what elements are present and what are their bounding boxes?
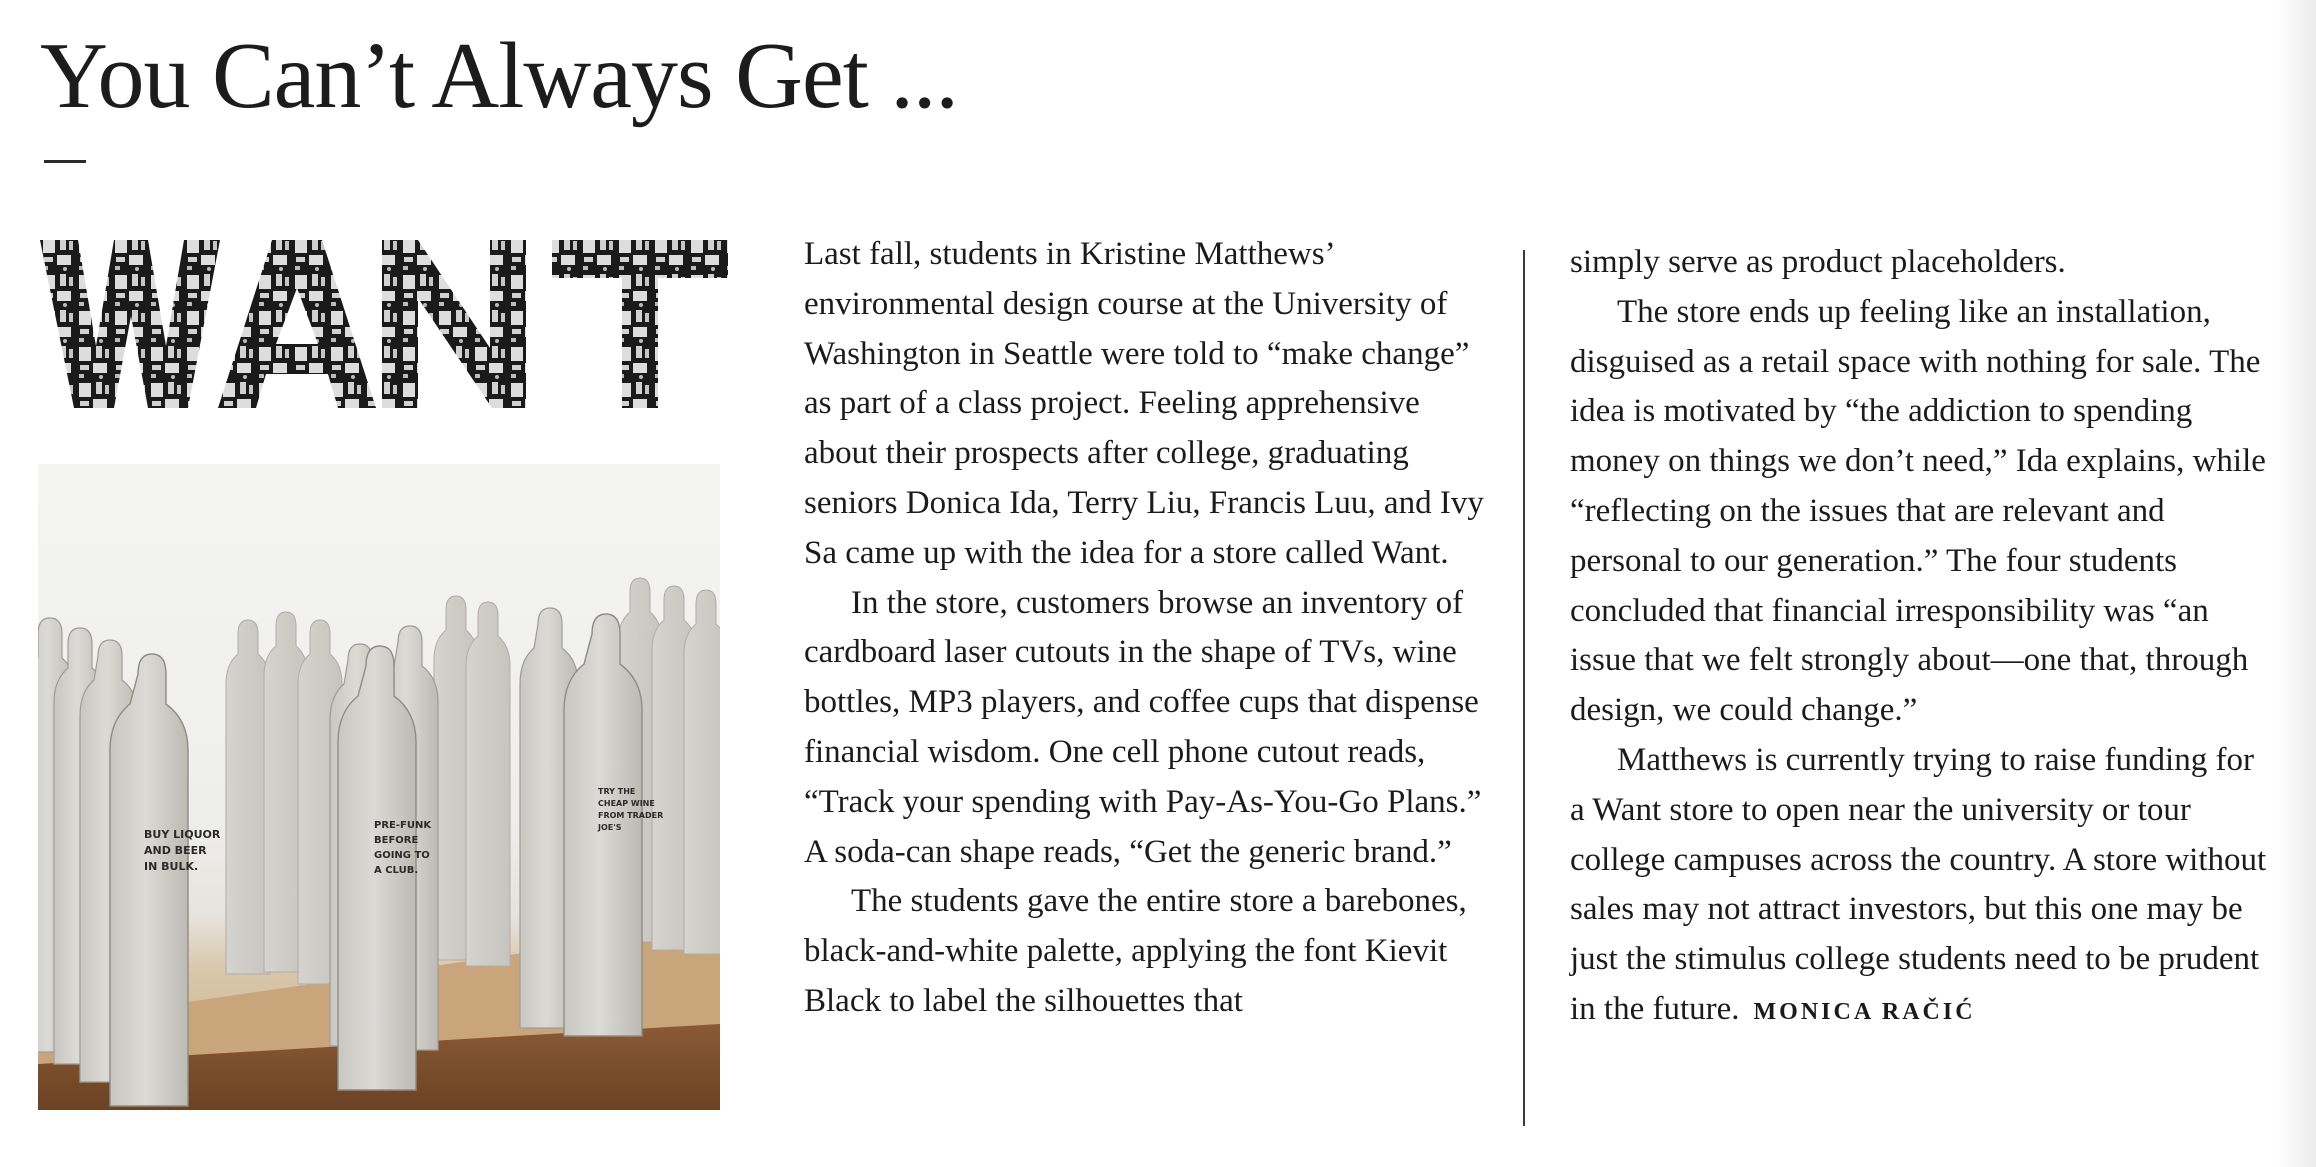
bottle-label-1: BUY LIQUOR AND BEER IN BULK.: [144, 828, 221, 873]
paragraph: In the store, customers browse an inventory of cardboard laser cutouts in the shape of TVs, wine bottles, MP3 players, and coffee cups that dispense financial wisdom. One cell phone cutout reads, “Track your spending with Pay-As-You-Go Plans.” A soda-can shape reads, “Get the generic brand.”: [804, 584, 1482, 870]
paragraph: The students gave the entire store a barebones, black-and-white palette, applying the font Kievit Black to label the silhouettes that: [804, 883, 1467, 1019]
paragraph: simply serve as product placeholders.: [1570, 244, 2066, 280]
page-edge-shadow: [2276, 0, 2316, 1167]
want-graphic: [40, 236, 728, 412]
want-letters: [40, 240, 728, 408]
article-column-1: [804, 230, 1484, 1027]
headline-rule: [44, 160, 86, 163]
paragraph: [1570, 736, 2270, 1038]
bottle-label-2: PRE-FUNK BEFORE GOING TO A CLUB.: [374, 820, 432, 876]
column-divider: [1523, 250, 1525, 1126]
paragraph: Last fall, students in Kristine Matthews’ environmental design course at the University of Washington in Seattle were told to “make change” as part of a class project. Feeling apprehensive about their prospects after college, graduating seniors Donica Ida, Terry Liu, Francis Luu, and Ivy Sa came up with the idea for a store called Want.: [804, 236, 1484, 571]
article-column-2: [1570, 238, 2270, 1038]
headline: You Can’t Always Get ...: [40, 24, 958, 128]
bottle-label-3: TRY THE CHEAP WINE FROM TRADER JOE'S: [598, 787, 664, 832]
bottles-photo: [38, 464, 720, 1110]
byline: MONICA RAČIĆ: [1753, 998, 1976, 1025]
paragraph-text: Matthews is currently trying to raise funding for a Want store to open near the university or tour college campuses across the country. A store without sales may not attract investors, but this one may be just the stimulus college students need to be prudent in the future.: [1570, 741, 2267, 1027]
paragraph: The store ends up feeling like an installation, disguised as a retail space with nothing for sale. The idea is motivated by “the addiction to spending money on things we don’t need,” Ida explains, while “reflecting on the issues that are relevant and personal to our generation.” The four students concluded that financial irresponsibility was “an issue that we felt strongly about—one that, through design, we could change.”: [1570, 293, 2266, 729]
